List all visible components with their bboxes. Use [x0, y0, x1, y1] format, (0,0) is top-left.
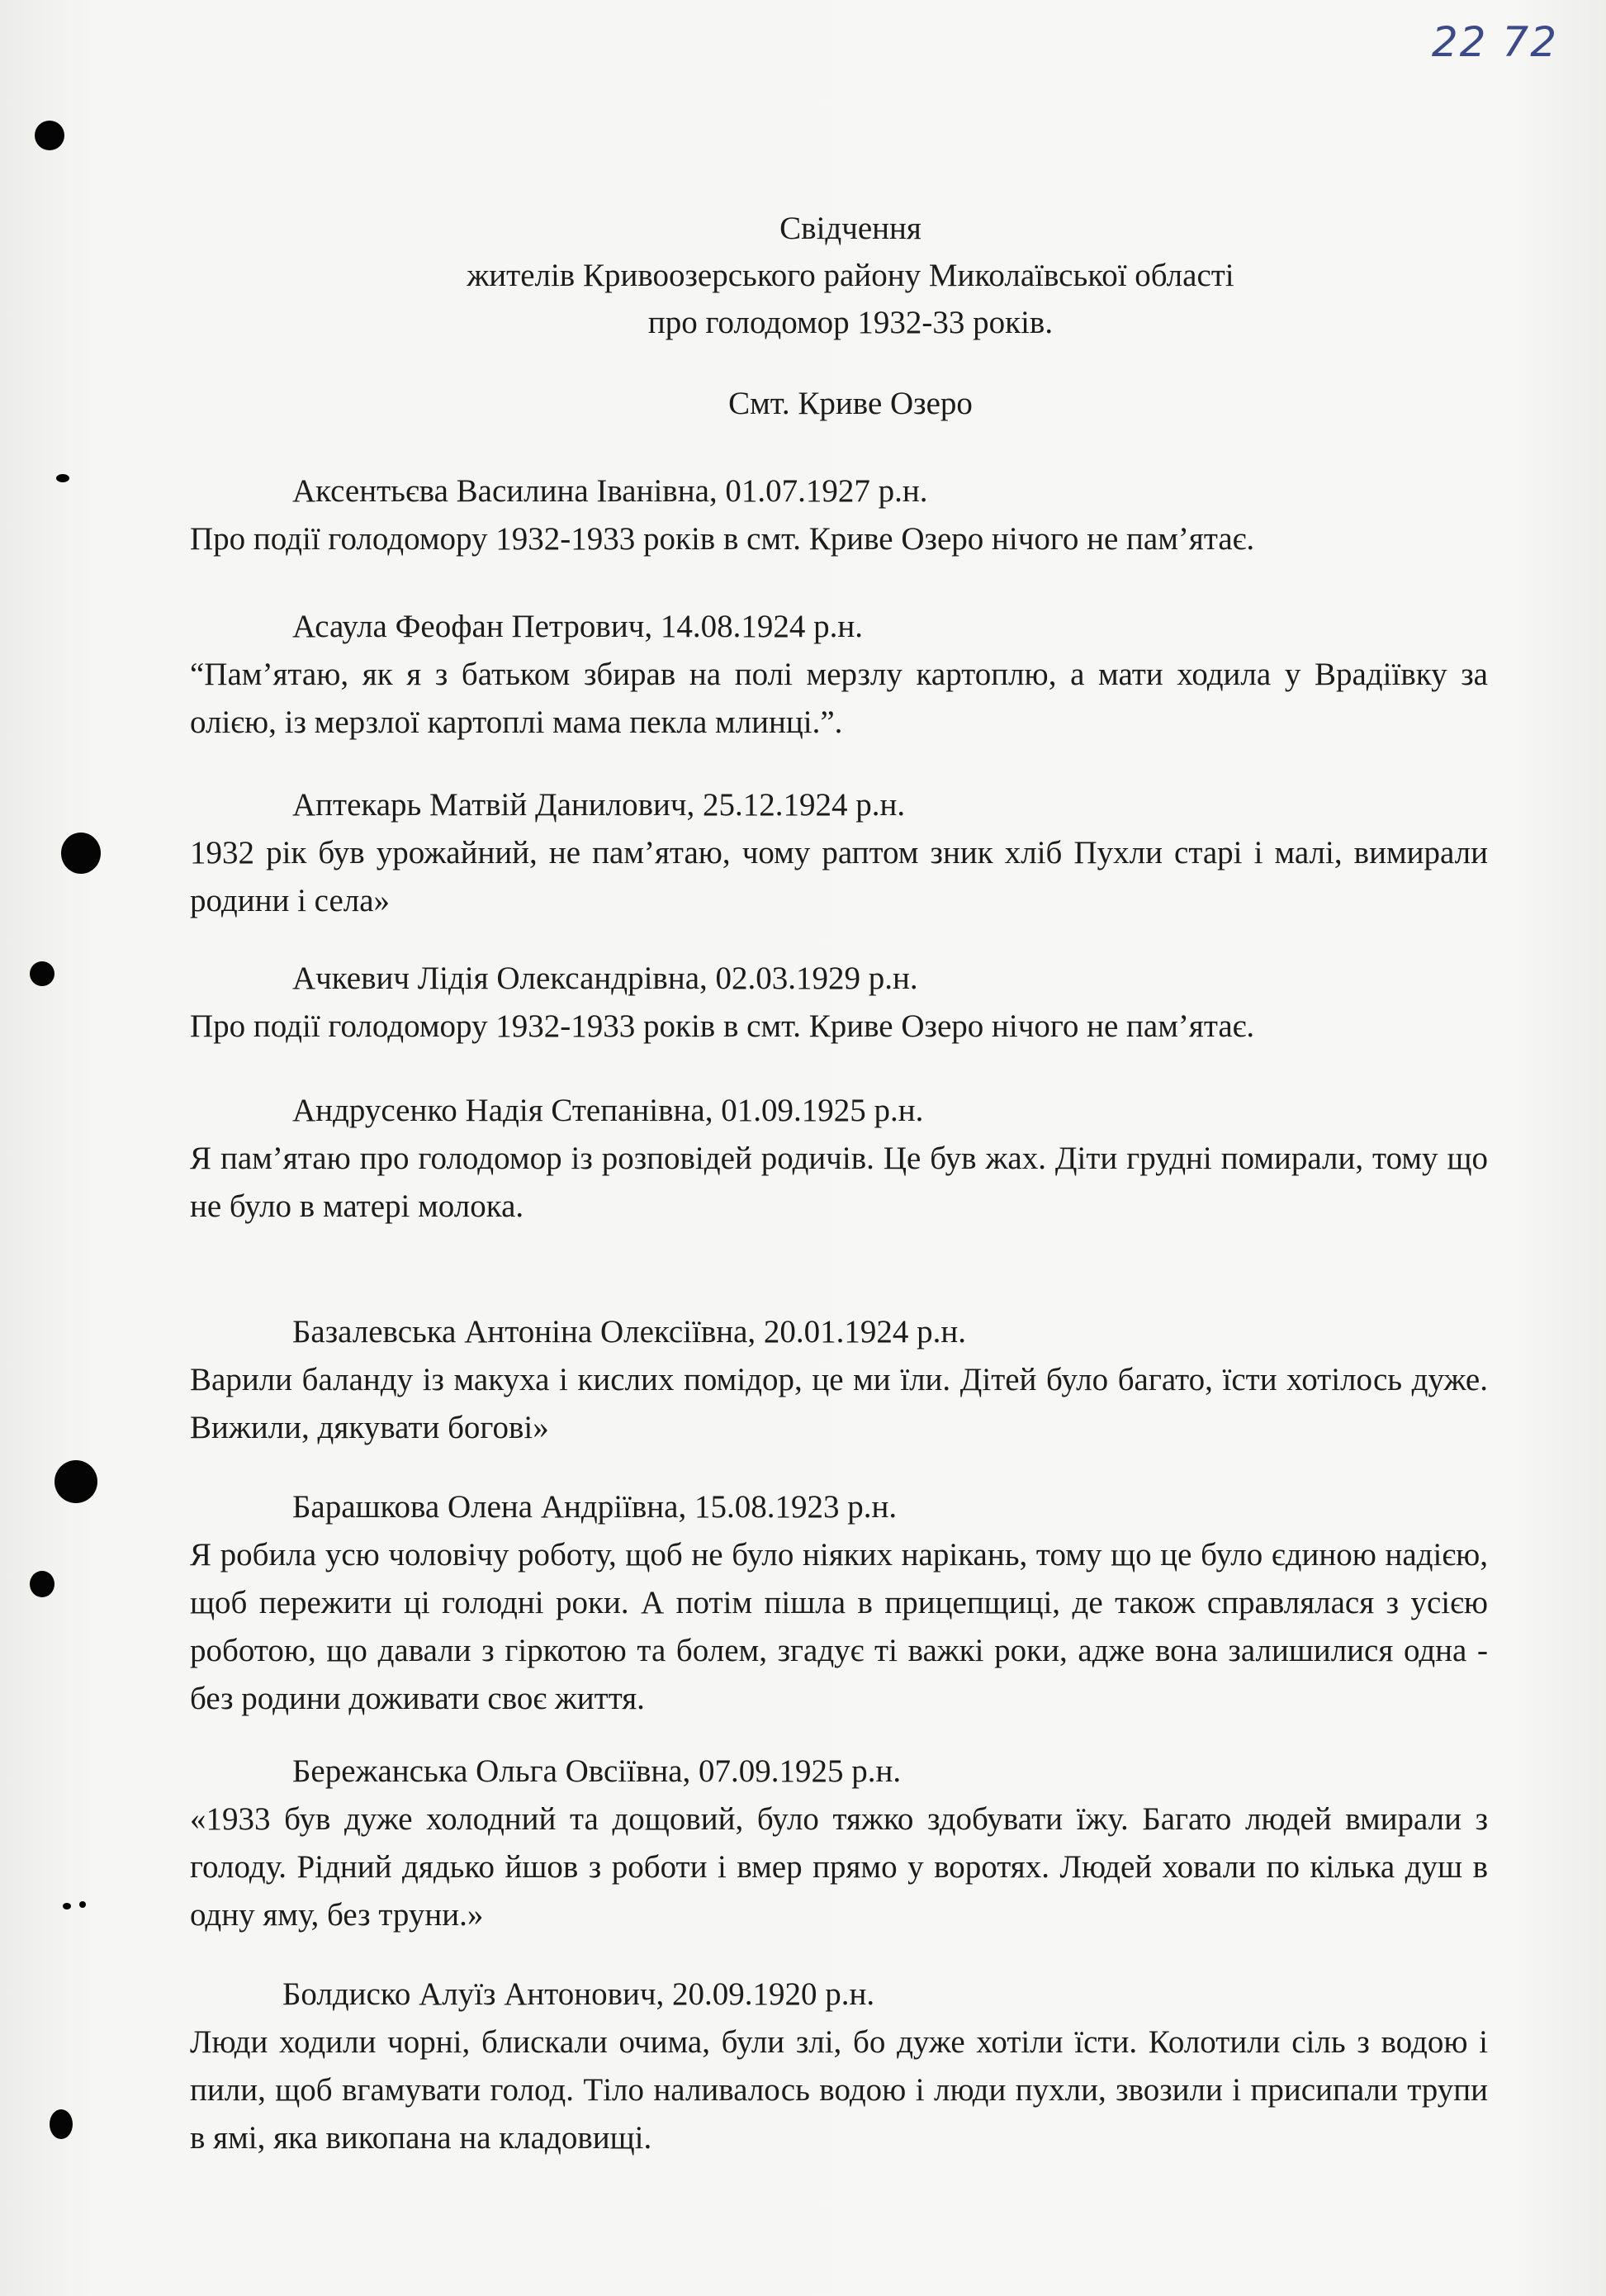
punch-hole: [30, 961, 54, 986]
testimony-entry: [190, 1748, 1488, 1939]
witness-name: Болдиско Алуїз Антонович, 20.09.1920 р.н.: [282, 1976, 875, 2012]
testimony-text: Я пам’ятаю про голодомор із розповідей родичів. Це був жах. Діти грудні помирали, тому що не було в матері молока.: [190, 1141, 1488, 1224]
testimony-text: Люди ходили чорні, блискали очима, були злі, бо дуже хотіли їсти. Колотили сіль з водою і пили, щоб вгамувати голод. Тіло наливалось водою і люди пухли, звозили і присипали трупи в ямі, яка викопана на кладовищі.: [190, 2024, 1488, 2156]
testimony-text: Я робила усю чоловічу роботу, щоб не було ніяких нарікань, тому що це було єдиною надією, щоб пережити ці голодні роки. А потім пішла в прицепщиці, де також справлялася з усією роботою, що давали з гіркотою та болем, згадує ті важкі роки, адже вона залишилися одна - без родини доживати своє життя.: [190, 1537, 1488, 1716]
punch-hole: [56, 474, 69, 482]
testimony-text: Варили баланду із макуха і кислих помідор, це ми їли. Дітей було багато, їсти хотілось дуже. Вижили, дякувати богові»: [190, 1362, 1488, 1445]
witness-name: Аптекарь Матвій Данилович, 25.12.1924 р.н.: [292, 787, 906, 823]
punch-hole: [54, 1460, 97, 1503]
testimony-entry: [190, 1087, 1488, 1231]
punch-hole: [30, 1571, 54, 1597]
testimony-text: “Пам’ятаю, як я з батьком збирав на полі мерзлу картоплю, а мати ходила у Врадіївку за олією, із мерзлої картоплі мама пекла млинці.”.: [190, 657, 1488, 740]
witness-name: Бережанська Ольга Овсіївна, 07.09.1925 р.н.: [292, 1753, 902, 1789]
punch-hole: [35, 121, 64, 150]
witness-name: Барашкова Олена Андріївна, 15.08.1923 р.н.: [292, 1489, 898, 1525]
document-subtitle-period: про голодомор 1932-33 років.: [647, 305, 1054, 340]
testimony-text: Про події голодомору 1932-1933 років в смт. Криве Озеро нічого не пам’ятає.: [190, 521, 1255, 557]
testimony-entry: [190, 467, 1488, 563]
witness-name: Аксентьєва Василина Іванівна, 01.07.1927 р.н.: [292, 473, 928, 509]
witness-name: Андрусенко Надія Степанівна, 01.09.1925 р.н.: [292, 1093, 924, 1128]
document-title: Свідчення: [779, 211, 921, 246]
testimony-entry: [190, 1483, 1488, 1723]
punch-hole: [50, 2109, 73, 2139]
testimony-text: 1932 рік був урожайний, не пам’ятаю, чому раптом зник хліб Пухли старі і малі, вимирали родини і села»: [190, 835, 1488, 918]
locality-heading: Смт. Криве Озеро: [728, 386, 973, 421]
punch-hole: [63, 1903, 71, 1909]
testimony-entry: [190, 603, 1488, 747]
punch-hole: [61, 833, 101, 874]
testimony-text: Про події голодомору 1932-1933 років в смт. Криве Озеро нічого не пам’ятає.: [190, 1008, 1255, 1044]
testimony-text: «1933 був дуже холодний та дощовий, було тяжко здобувати їжу. Багато людей вмирали з голоду. Рідний дядько йшов з роботи і вмер прямо у воротях. Людей ховали по кілька душ в одну яму, без труни.»: [190, 1801, 1488, 1933]
witness-name: Асаула Феофан Петрович, 14.08.1924 р.н.: [292, 609, 863, 644]
testimony-entry: [190, 781, 1488, 925]
document-header: [190, 205, 1511, 346]
testimony-entry: [190, 955, 1488, 1051]
testimony-entry: [190, 1971, 1488, 2162]
testimony-entry: [190, 1308, 1488, 1452]
punch-hole: [79, 1901, 86, 1908]
handwritten-page-number: 22 72: [1431, 18, 1558, 66]
witness-name: Ачкевич Лідія Олександрівна, 02.03.1929 р.н.: [292, 961, 918, 996]
witness-name: Базалевська Антоніна Олексіївна, 20.01.1924 р.н.: [292, 1314, 967, 1350]
document-subtitle: жителів Кривоозерського району Миколаївської області: [467, 258, 1234, 293]
